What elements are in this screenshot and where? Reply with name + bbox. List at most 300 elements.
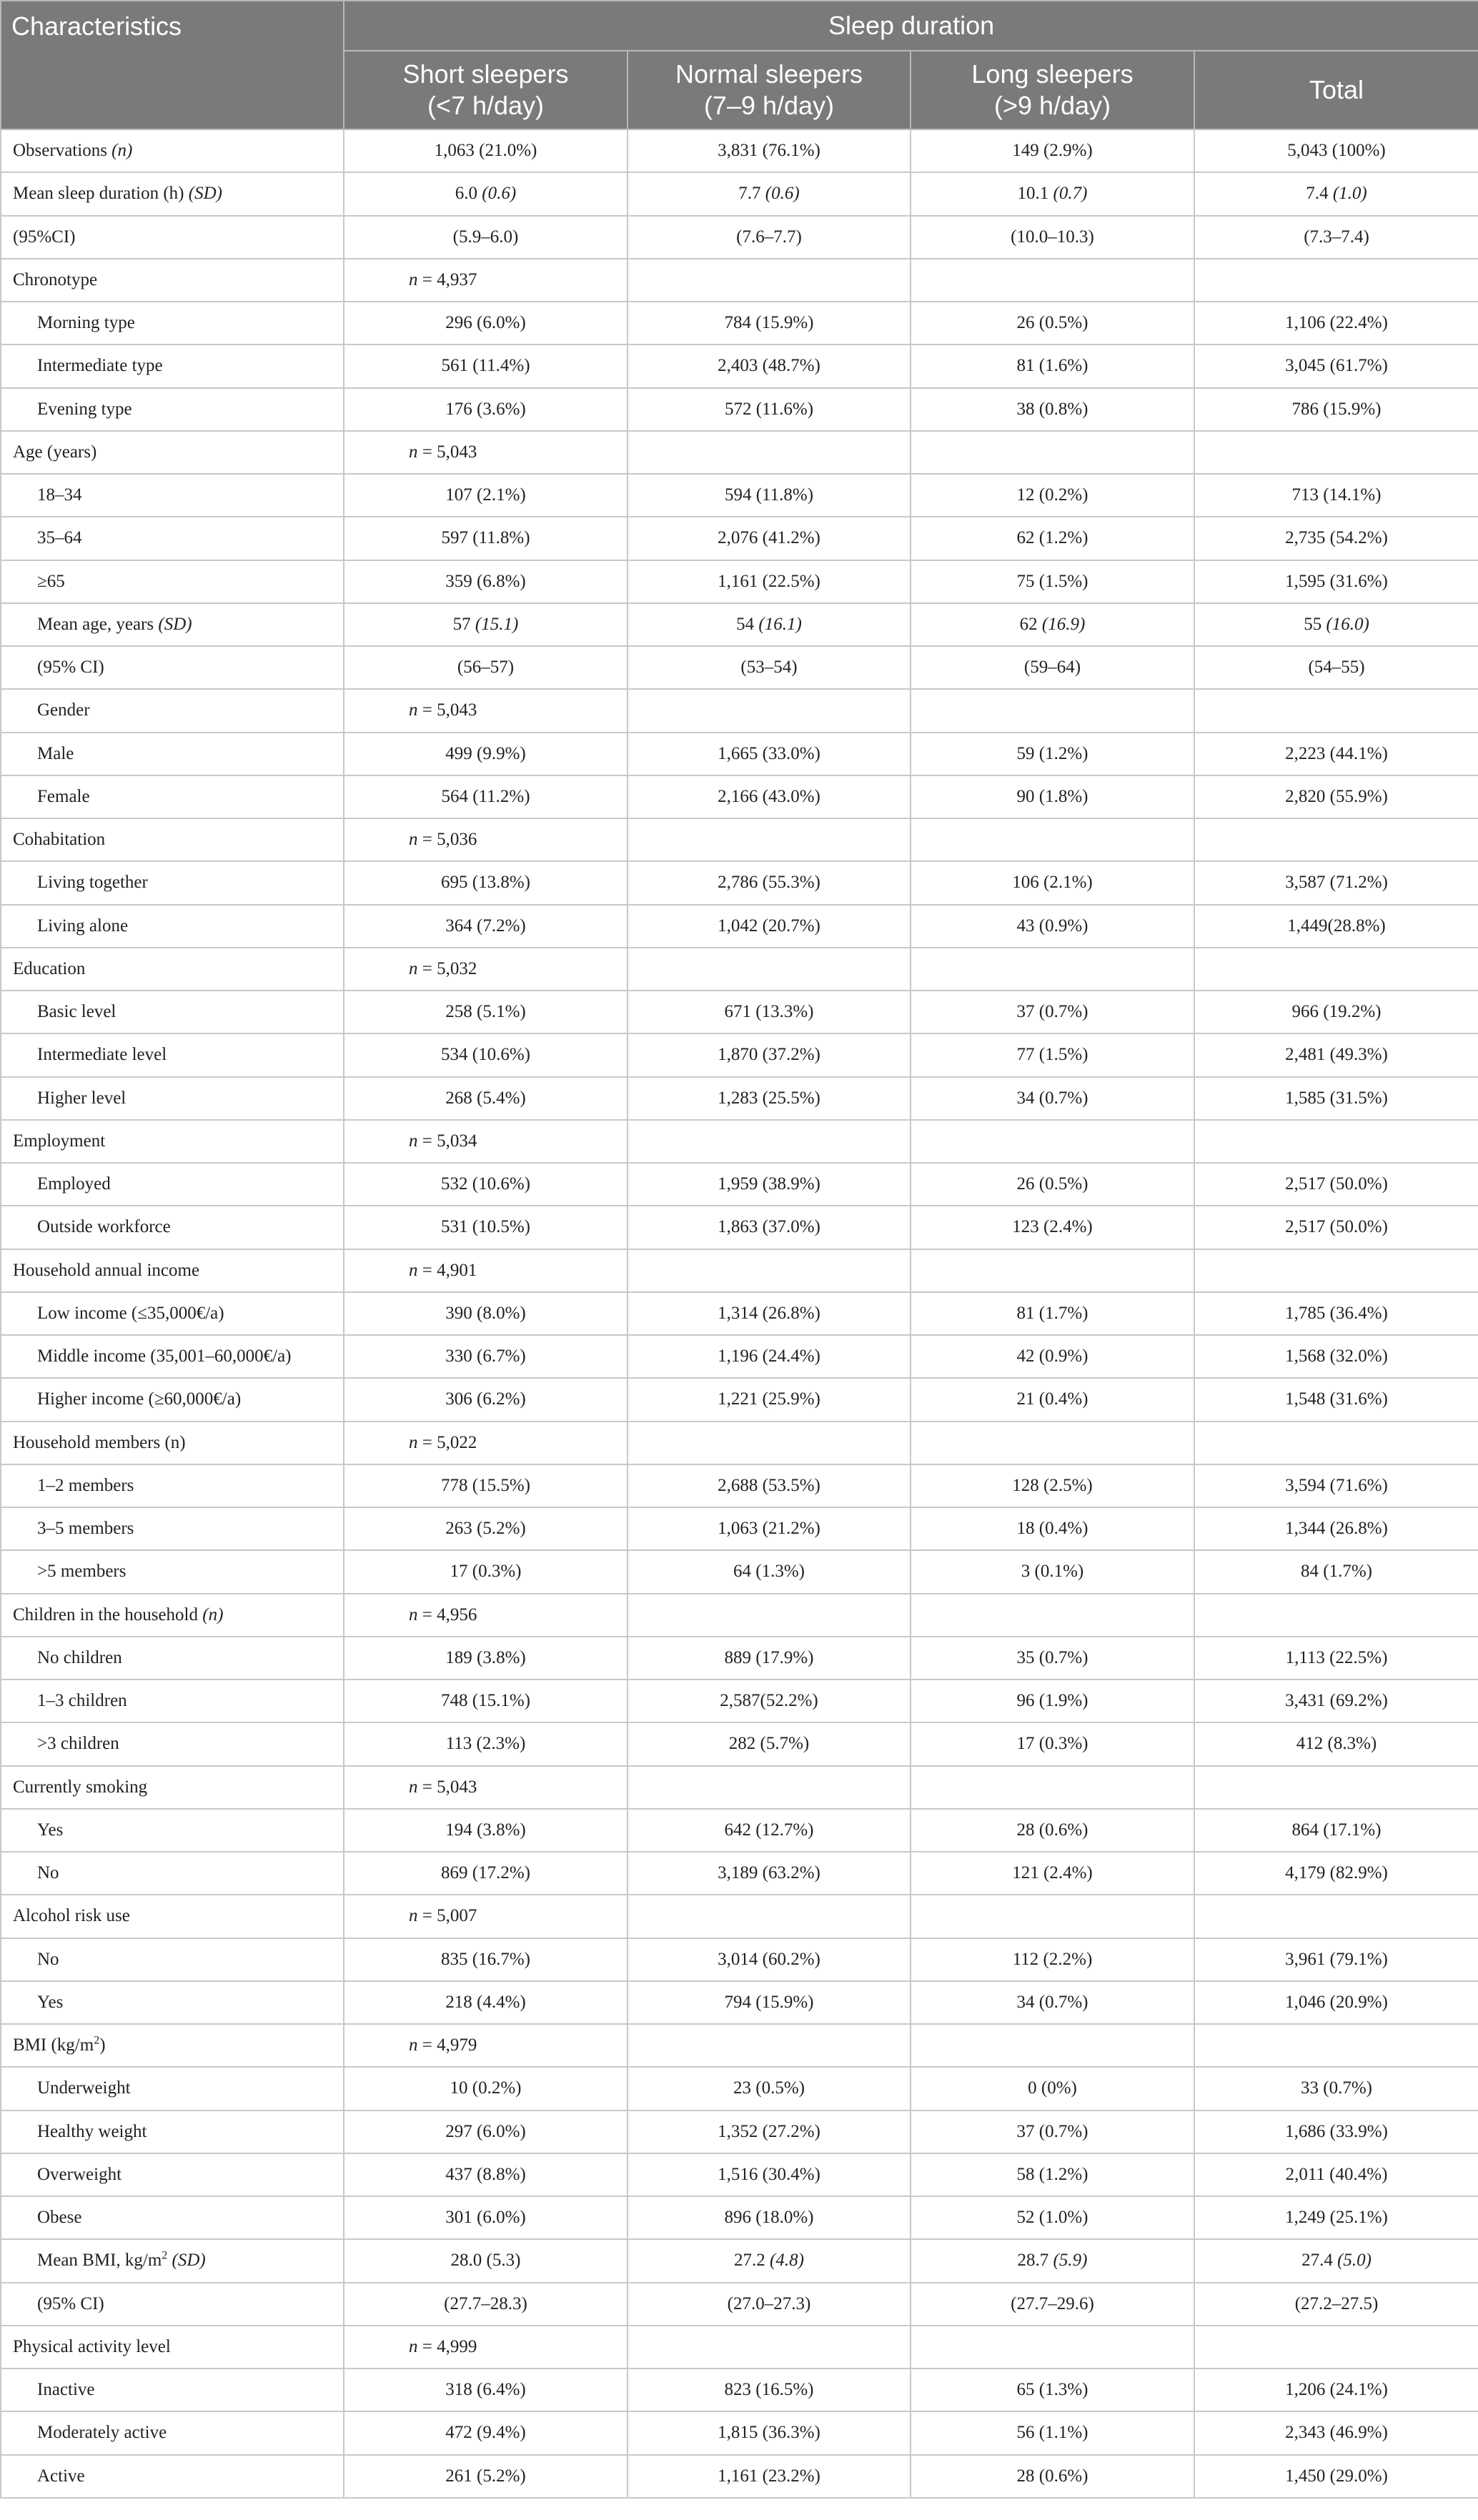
cell-value: 3,961 (79.1%) [1285,1949,1388,1969]
table-row [1,2368,1478,2411]
data-cell [344,2455,628,2498]
data-cell [1194,1680,1478,1722]
cell-value: 671 (13.3%) [724,1002,814,1022]
data-cell [344,2196,628,2239]
cell-value: 62 [1019,614,1042,634]
data-cell [344,1292,628,1335]
cell-value: 597 (11.8%) [441,528,530,548]
data-cell [1194,1378,1478,1421]
row-label-italic: (SD) [158,614,192,634]
cell-value: 0 (0%) [1028,2078,1077,2098]
cell-value: (7.3–7.4) [1304,227,1369,247]
cell-value: 77 (1.5%) [1016,1045,1088,1065]
data-cell [628,344,911,387]
row-label-text: Inactive [37,2380,95,2400]
data-cell [911,775,1194,818]
cell-value: 1,196 (24.4%) [718,1346,820,1366]
cell-value: 2,223 (44.1%) [1285,743,1388,763]
cell-value: 62 (1.2%) [1016,528,1088,548]
sample-size-value: 4,999 [437,2336,477,2356]
data-cell [911,517,1194,560]
row-label [1,689,344,732]
cell-value: 2,786 (55.3%) [718,873,820,893]
row-label-superscript: 2 [94,2034,100,2047]
data-cell [344,2153,628,2196]
row-label-text: Mean age, years [37,614,159,634]
data-cell [628,2110,911,2153]
cell-value: 112 (2.2%) [1012,1949,1093,1969]
cell-value: 21 (0.4%) [1016,1389,1088,1409]
cell-value: 2,587(52.2%) [720,1691,818,1711]
data-cell [628,216,911,259]
cell-value: 564 (11.2%) [441,786,530,806]
cell-value-italic: (15.1) [475,614,519,634]
row-label-italic: (SD) [188,184,222,204]
cell-value: 1,249 (25.1%) [1285,2208,1388,2228]
header-characteristics: Characteristics [1,1,344,129]
table-row [1,1335,1478,1378]
data-cell [344,1077,628,1120]
cell-value: 52 (1.0%) [1016,2208,1088,2228]
cell-value: 4,179 (82.9%) [1285,1863,1388,1883]
cell-value: 96 (1.9%) [1016,1691,1088,1711]
data-cell [911,1206,1194,1249]
empty-cell [911,259,1194,302]
cell-value: 695 (13.8%) [441,873,530,893]
table-row [1,1422,1478,1464]
cell-value: 90 (1.8%) [1016,786,1088,806]
sample-size-symbol: n [409,1906,418,1926]
sample-size-equals: = [417,1131,437,1151]
table-row [1,2283,1478,2326]
cell-value: 261 (5.2%) [445,2466,526,2486]
empty-cell [911,818,1194,861]
cell-value: 107 (2.1%) [445,485,526,505]
row-label-text: Age (years) [13,442,97,462]
empty-cell [628,2024,911,2067]
cell-value: 437 (8.8%) [445,2164,526,2184]
row-label [1,2411,344,2454]
cell-value: 1,959 (38.9%) [718,1174,820,1194]
cell-value: 472 (9.4%) [445,2423,526,2443]
row-label-text: 18–34 [37,485,82,505]
data-cell [628,775,911,818]
data-cell [911,1550,1194,1593]
sample-size-value: 4,956 [437,1604,477,1624]
row-label-text: 3–5 members [37,1519,134,1539]
row-label [1,733,344,775]
data-cell [344,517,628,560]
cell-value: 1,106 (22.4%) [1285,313,1388,333]
cell-value: 5,043 (100%) [1287,141,1386,161]
data-cell [628,1550,911,1593]
data-cell [1194,1938,1478,1981]
row-label-superscript: 2 [162,2250,168,2263]
data-cell [1194,2196,1478,2239]
data-cell [1194,1335,1478,1378]
sample-size-cell [344,259,628,302]
row-label [1,2024,344,2067]
cell-value: 2,343 (46.9%) [1285,2423,1388,2443]
sample-size-cell [344,689,628,732]
row-label [1,1637,344,1680]
data-cell [911,474,1194,517]
cell-value: 390 (8.0%) [445,1303,526,1323]
table-row [1,991,1478,1033]
cell-value: 194 (3.8%) [445,1820,526,1840]
cell-value: 3 (0.1%) [1021,1562,1084,1582]
cell-value: 896 (18.0%) [724,2208,814,2228]
row-label-text: Gender [37,700,90,720]
table-row [1,1249,1478,1292]
cell-value: 3,594 (71.6%) [1285,1475,1388,1495]
row-label [1,1120,344,1163]
table-row [1,1637,1478,1680]
cell-value: 1,063 (21.0%) [434,141,537,161]
cell-value: 6.0 [455,184,482,204]
data-cell [344,603,628,646]
cell-value: 28.0 (5.3) [450,2251,521,2271]
sample-size-cell [344,1422,628,1464]
row-label [1,948,344,991]
row-label-text: Living together [37,873,148,893]
data-cell [911,1507,1194,1550]
data-cell [344,2110,628,2153]
row-label-text: Alcohol risk use [13,1906,130,1926]
table-row [1,733,1478,775]
empty-cell [1194,2326,1478,2368]
row-label-text: Mean sleep duration (h) [13,184,189,204]
cell-value: 1,046 (20.9%) [1285,1992,1388,2012]
row-label-text: Male [37,743,74,763]
empty-cell [1194,1120,1478,1163]
sample-size-equals: = [417,1604,437,1624]
table-row [1,905,1478,948]
table-row [1,302,1478,344]
cell-value: (59–64) [1023,658,1081,678]
row-label-text: Basic level [37,1002,116,1022]
empty-cell [1194,1594,1478,1637]
data-cell [344,1464,628,1507]
cell-value: 531 (10.5%) [441,1217,530,1237]
data-cell [911,129,1194,172]
cell-value: 26 (0.5%) [1016,313,1088,333]
row-label [1,2067,344,2110]
row-label-text: (95%CI) [13,227,76,247]
cell-value: 1,283 (25.5%) [718,1088,820,1108]
data-cell [911,991,1194,1033]
data-cell [911,861,1194,904]
cell-value: 10 (0.2%) [450,2078,522,2098]
cell-value: 1,161 (23.2%) [718,2466,820,2486]
data-cell [911,172,1194,215]
row-label-text: Obese [37,2208,82,2228]
row-label-text: No [37,1863,59,1883]
data-cell [911,733,1194,775]
cell-value: 54 [736,614,759,634]
row-label [1,1550,344,1593]
data-cell [628,388,911,431]
row-label-text: BMI (kg/m [13,2035,94,2055]
header-total: Total [1194,51,1478,129]
data-cell [344,344,628,387]
row-label-text: Mean BMI, kg/m [37,2251,162,2271]
cell-value: 189 (3.8%) [445,1647,526,1667]
cell-value: 1,042 (20.7%) [718,916,820,936]
data-cell [1194,302,1478,344]
empty-cell [628,948,911,991]
cell-value: 27.4 [1301,2251,1338,2271]
data-cell [344,861,628,904]
cell-value: 794 (15.9%) [724,1992,814,2012]
data-cell [1194,1550,1478,1593]
row-label-text: Low income (≤35,000€/a) [37,1303,224,1323]
data-cell [628,560,911,603]
data-cell [911,1637,1194,1680]
cell-value: 532 (10.6%) [441,1174,530,1194]
row-label [1,1680,344,1722]
data-cell [628,2153,911,2196]
table-row [1,1938,1478,1981]
row-label-text: Moderately active [37,2423,167,2443]
cell-value: 1,516 (30.4%) [718,2164,820,2184]
row-label [1,905,344,948]
sample-size-equals: = [417,269,437,289]
sample-size-symbol: n [409,700,418,720]
cell-value: 23 (0.5%) [733,2078,805,2098]
cell-value: (54–55) [1308,658,1365,678]
empty-cell [628,1249,911,1292]
cell-value: 28 (0.6%) [1016,1820,1088,1840]
data-cell [1194,517,1478,560]
data-cell [911,1292,1194,1335]
cell-value-italic: (16.0) [1326,614,1369,634]
data-cell [1194,1163,1478,1206]
row-label-text: Healthy weight [37,2121,147,2141]
empty-cell [628,818,911,861]
cell-value: 57 [452,614,475,634]
row-label-text: Cohabitation [13,830,106,850]
data-cell [344,1722,628,1765]
row-label [1,1077,344,1120]
data-cell [1194,733,1478,775]
row-label-text: No [37,1949,59,1969]
table-row [1,1206,1478,1249]
table-row [1,2196,1478,2239]
table-row [1,216,1478,259]
sample-size-symbol: n [409,1260,418,1280]
data-cell [628,2283,911,2326]
cell-value: 84 (1.7%) [1301,1562,1373,1582]
cell-value: (27.2–27.5) [1294,2293,1379,2313]
cell-value: 889 (17.9%) [724,1647,814,1667]
table-row [1,2067,1478,2110]
data-cell [628,1335,911,1378]
sample-size-symbol: n [409,1777,418,1797]
sample-size-symbol: n [409,1432,418,1452]
data-cell [628,1077,911,1120]
cell-value: 1,785 (36.4%) [1285,1303,1388,1323]
cell-value: 1,815 (36.3%) [718,2423,820,2443]
row-label [1,1766,344,1809]
data-cell [1194,2153,1478,2196]
data-cell [628,2411,911,2454]
data-cell [1194,2239,1478,2282]
cell-value: 7.4 [1306,184,1333,204]
data-cell [911,1852,1194,1895]
row-label [1,1464,344,1507]
data-cell [344,1680,628,1722]
data-cell [344,905,628,948]
row-label [1,1507,344,1550]
data-cell [911,1077,1194,1120]
sample-size-symbol: n [409,830,418,850]
row-label-text: Physical activity level [13,2336,171,2356]
data-cell [628,1680,911,1722]
data-cell [628,2067,911,2110]
empty-cell [1194,1766,1478,1809]
row-label [1,1852,344,1895]
sample-size-symbol: n [409,1131,418,1151]
table-row [1,172,1478,215]
table-row [1,2455,1478,2498]
cell-value: 1,568 (32.0%) [1285,1346,1388,1366]
cell-value: 33 (0.7%) [1301,2078,1373,2098]
table-row [1,861,1478,904]
cell-value: 263 (5.2%) [445,1519,526,1539]
data-cell [911,2455,1194,2498]
row-label-text: ≥65 [37,571,65,591]
table-row [1,474,1478,517]
row-label [1,646,344,689]
row-label [1,1335,344,1378]
empty-cell [911,689,1194,732]
cell-value: 18 (0.4%) [1016,1519,1088,1539]
data-cell [911,1378,1194,1421]
data-cell [344,2411,628,2454]
sample-size-value: 4,901 [437,1260,477,1280]
cell-value: 17 (0.3%) [450,1562,522,1582]
cell-value: 35 (0.7%) [1016,1647,1088,1667]
empty-cell [1194,2024,1478,2067]
row-label [1,2283,344,2326]
cell-value: (27.0–27.3) [727,2293,811,2313]
table-row [1,2153,1478,2196]
data-cell [628,1637,911,1680]
cell-value-italic: (4.8) [770,2251,804,2271]
empty-cell [1194,1249,1478,1292]
empty-cell [628,1766,911,1809]
data-cell [628,1852,911,1895]
data-cell [911,1335,1194,1378]
cell-value: 43 (0.9%) [1016,916,1088,936]
data-cell [1194,388,1478,431]
data-cell [1194,1464,1478,1507]
sample-size-value: 5,007 [437,1906,477,1926]
table-row [1,1163,1478,1206]
cell-value: 1,113 (22.5%) [1285,1647,1388,1667]
cell-value: 64 (1.3%) [733,1562,805,1582]
data-cell [1194,905,1478,948]
cell-value: 642 (12.7%) [724,1820,814,1840]
cell-value-italic: (1.0) [1332,184,1367,204]
sample-size-symbol: n [409,958,418,978]
cell-value: 1,314 (26.8%) [718,1303,820,1323]
cell-value: 2,403 (48.7%) [718,356,820,376]
row-label-text: Middle income (35,001–60,000€/a) [37,1346,292,1366]
row-label-text: 1–2 members [37,1475,134,1495]
cell-value: 37 (0.7%) [1016,1002,1088,1022]
cell-value: 1,344 (26.8%) [1285,1519,1388,1539]
row-label-text: Employment [13,1131,106,1151]
data-cell [1194,474,1478,517]
row-label-text: (95% CI) [37,2293,104,2313]
data-cell [628,302,911,344]
row-label-text: Intermediate type [37,356,163,376]
table-row [1,1722,1478,1765]
cell-value: 534 (10.6%) [441,1045,530,1065]
cell-value: (7.6–7.7) [736,227,802,247]
table-row [1,775,1478,818]
table-row [1,1680,1478,1722]
table-row [1,689,1478,732]
data-cell [344,1550,628,1593]
data-cell [628,2455,911,2498]
data-cell [1194,1292,1478,1335]
sample-size-cell [344,1594,628,1637]
sample-size-value: 4,937 [437,269,477,289]
cell-value: 306 (6.2%) [445,1389,526,1409]
data-cell [344,1507,628,1550]
table-row [1,1077,1478,1120]
row-label [1,1249,344,1292]
sample-size-equals: = [417,442,437,462]
cell-value-italic: (0.6) [482,184,517,204]
table-row [1,560,1478,603]
cell-value: 38 (0.8%) [1016,399,1088,419]
row-label-text: Yes [37,1992,64,2012]
cell-value: 106 (2.1%) [1012,873,1093,893]
table-row [1,388,1478,431]
row-label-text: Underweight [37,2078,131,2098]
row-label [1,603,344,646]
cell-value: 3,831 (76.1%) [718,141,820,161]
empty-cell [911,1766,1194,1809]
data-cell [1194,775,1478,818]
sample-size-symbol: n [409,1604,418,1624]
table-row [1,129,1478,172]
cell-value: 3,587 (71.2%) [1285,873,1388,893]
row-label-text: Female [37,786,90,806]
cell-value-italic: (16.9) [1041,614,1086,634]
data-cell [628,1464,911,1507]
sample-size-value: 5,022 [437,1432,477,1452]
sample-size-cell [344,1895,628,1938]
cell-value: 58 (1.2%) [1016,2164,1088,2184]
empty-cell [1194,259,1478,302]
row-label [1,259,344,302]
data-cell [344,1938,628,1981]
data-cell [911,2411,1194,2454]
row-label [1,2326,344,2368]
data-cell [628,1378,911,1421]
table-body [1,129,1478,2498]
header-short-sleepers: Short sleepers (<7 h/day) [344,51,628,129]
row-label [1,302,344,344]
empty-cell [911,431,1194,474]
data-cell [344,646,628,689]
data-cell [911,1722,1194,1765]
